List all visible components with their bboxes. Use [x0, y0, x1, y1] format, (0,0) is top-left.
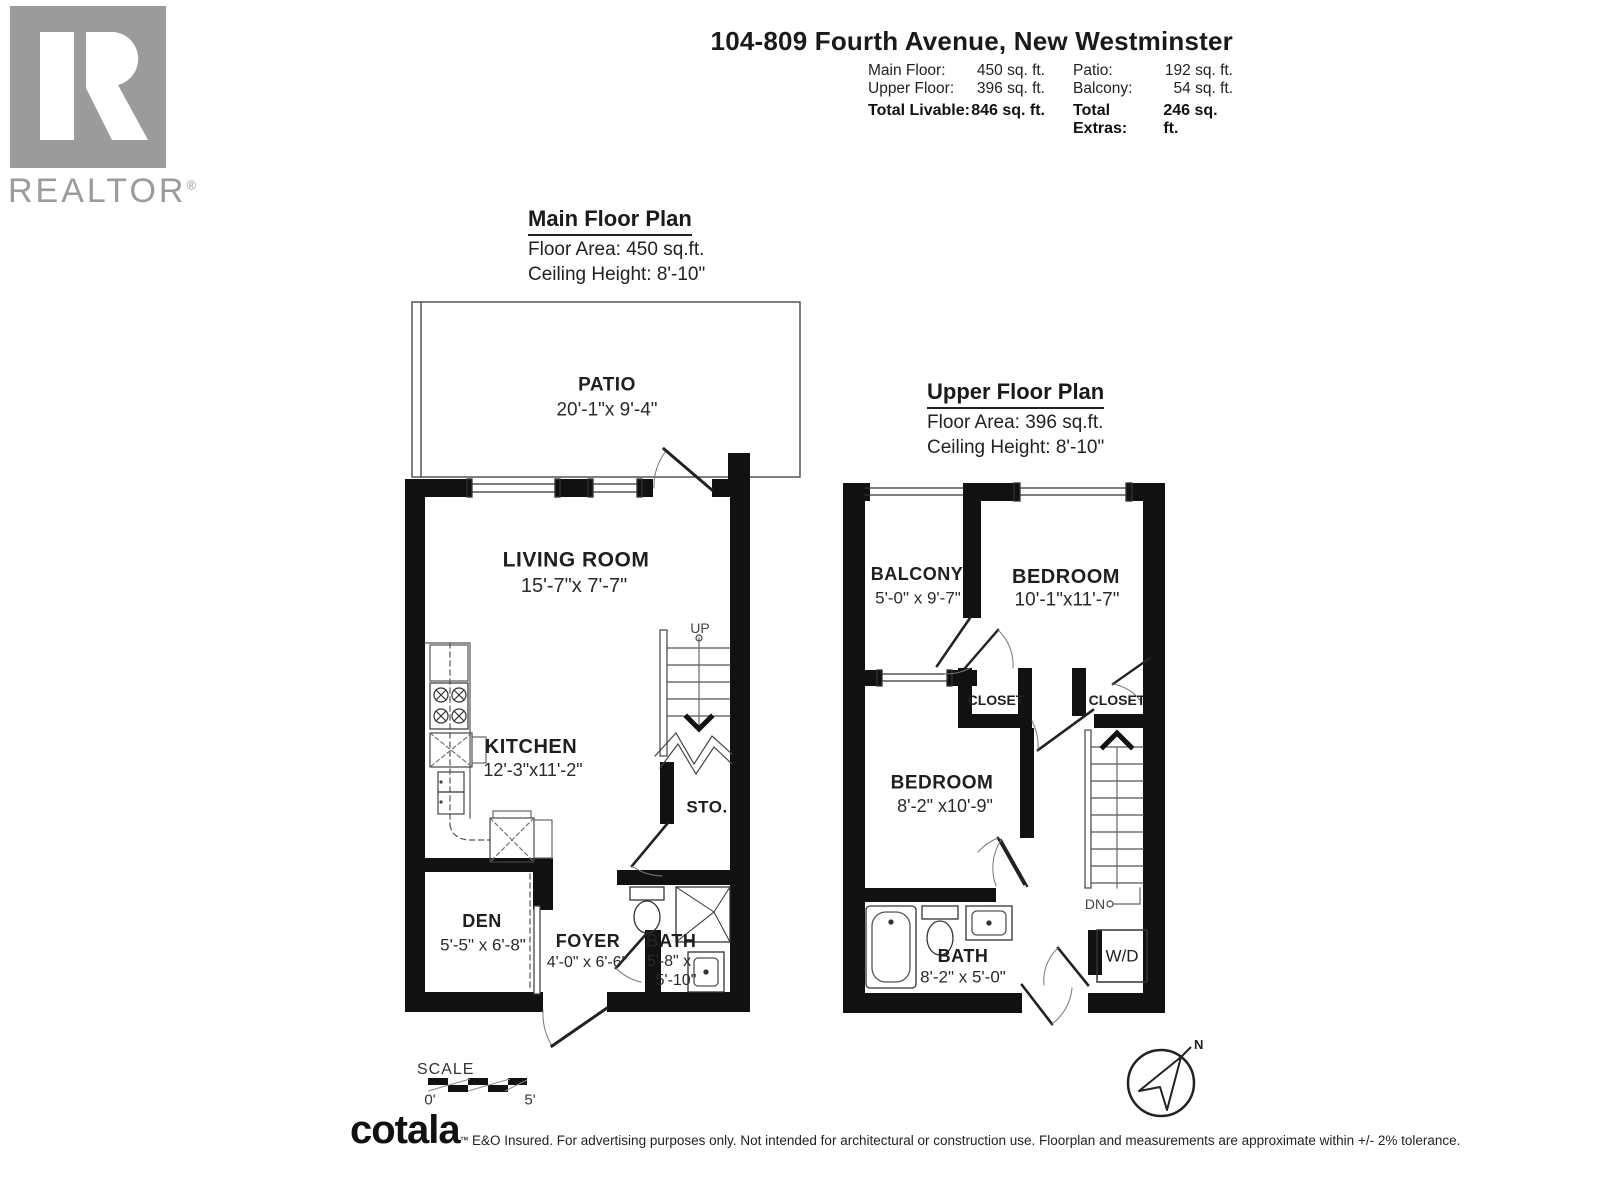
- registered-mark: ®: [186, 177, 200, 193]
- fridge-icon: [438, 772, 464, 814]
- room-dims-foyer: 4'-0" x 6'-6": [546, 954, 628, 971]
- sink-icon: [430, 733, 486, 767]
- stat-value: 846 sq. ft.: [971, 102, 1045, 119]
- room-dims-kitchen: 12'-3"x11'-2": [483, 760, 583, 780]
- door-balcony: [937, 618, 970, 674]
- room-label-closet1: CLOSET: [967, 692, 1025, 708]
- tub-icon: [866, 906, 916, 988]
- upper-floor-area: Floor Area: 396 sq.ft.: [927, 412, 1104, 433]
- island-icon: [490, 811, 552, 862]
- scale-five-label: 5': [524, 1091, 536, 1109]
- stat-total-livable: [868, 102, 1045, 120]
- room-label-closet2: CLOSET: [1088, 692, 1146, 708]
- room-label-storage: STO.: [686, 797, 728, 817]
- room-label-foyer: FOYER: [555, 931, 621, 951]
- door-storage: [632, 824, 667, 876]
- room-label-patio: PATIO: [578, 374, 636, 396]
- north-label: N: [1194, 1037, 1204, 1052]
- washer-dryer-label: W/D: [1105, 946, 1139, 966]
- room-dims-bedroom2: 8'-2" x10'-9": [897, 796, 993, 816]
- stat-main-floor: [868, 62, 1045, 80]
- footer-disclaimer: E&O Insured. For advertising purposes only. Not intended for architectural or construction use. Floorplan and measurements are approximate within +/- 2% tolerance.: [472, 1133, 1461, 1148]
- property-address-title: 104-809 Fourth Avenue, New Westminster: [710, 26, 1233, 56]
- room-label-bedroom1: BEDROOM: [1012, 566, 1120, 588]
- window: [467, 479, 642, 497]
- door-bedroom2: [978, 838, 1024, 884]
- room-label-bath-upper: BATH: [937, 946, 989, 966]
- room-label-kitchen: KITCHEN: [484, 736, 578, 758]
- stat-label: Balcony:: [1073, 80, 1133, 97]
- room-label-balcony: BALCONY: [870, 564, 964, 584]
- room-label-living: LIVING ROOM: [502, 548, 650, 572]
- stat-patio: [1073, 62, 1233, 80]
- upper-floor-title-block: [927, 379, 1104, 459]
- stairs-down-label: DN: [1084, 896, 1106, 912]
- door-closet1: [965, 630, 1013, 668]
- stairs-icon: [655, 630, 732, 774]
- stat-label: Main Floor:: [868, 62, 946, 79]
- stat-value: 396 sq. ft.: [976, 80, 1045, 97]
- realtor-logo-text: REALTOR®: [8, 172, 200, 210]
- room-dims-den: 5'-5" x 6'-8": [440, 935, 526, 955]
- compass-icon: [1128, 1047, 1194, 1116]
- room-label-den: DEN: [462, 911, 502, 931]
- main-floor-ceiling: Ceiling Height: 8'-10": [528, 264, 706, 285]
- trademark-mark: ™: [459, 1135, 468, 1145]
- door-bath-upper: [993, 840, 1027, 886]
- room-dims-bath-main-2: 5'-10": [655, 972, 697, 989]
- stat-label: Total Livable:: [868, 102, 970, 119]
- bath-sink-icon: [966, 906, 1012, 940]
- stat-label: Upper Floor:: [868, 80, 955, 97]
- room-dims-patio: 20'-1"x 9'-4": [556, 399, 658, 421]
- room-dims-bedroom1: 10'-1"x11'-7": [1014, 589, 1120, 611]
- room-dims-bath-upper: 8'-2" x 5'-0": [920, 967, 1006, 987]
- main-floor-title: Main Floor Plan: [528, 206, 692, 236]
- stairs-icon: [1085, 730, 1143, 907]
- kitchen-counter: [425, 643, 490, 840]
- stat-label: Total Extras:: [1073, 102, 1128, 137]
- scale-zero-label: 0': [424, 1091, 436, 1109]
- scale-label: SCALE: [417, 1061, 475, 1078]
- stove-icon: [430, 683, 468, 729]
- upper-floor-ceiling: Ceiling Height: 8'-10": [927, 437, 1105, 458]
- door-hall: [1032, 710, 1093, 750]
- room-dims-balcony: 5'-0" x 9'-7": [875, 588, 961, 608]
- stat-total-extras: [1073, 102, 1233, 138]
- stat-value: 192 sq. ft.: [1164, 62, 1233, 79]
- upper-floor-title: Upper Floor Plan: [927, 379, 1104, 409]
- main-floor-title-block: [528, 206, 705, 286]
- door-entry-upper: [1022, 948, 1088, 1024]
- room-dims-bath-main-1: 5'-8" x: [646, 953, 692, 970]
- realtor-logo-icon: [10, 6, 166, 168]
- toilet-icon: [630, 887, 664, 933]
- room-label-bath-main: BATH: [645, 931, 697, 951]
- stairs-up-label: UP: [690, 620, 710, 636]
- stat-balcony: [1073, 80, 1233, 98]
- room-label-bedroom2: BEDROOM: [890, 772, 994, 794]
- door-entry: [543, 1008, 607, 1046]
- stat-value: 54 sq. ft.: [1173, 80, 1233, 97]
- stat-value: 450 sq. ft.: [976, 62, 1045, 79]
- scale-bar: [428, 1078, 527, 1092]
- room-dims-living: 15'-7"x 7'-7": [520, 575, 628, 597]
- stat-label: Patio:: [1073, 62, 1113, 79]
- stat-upper-floor: [868, 80, 1045, 98]
- main-floor-area: Floor Area: 450 sq.ft.: [528, 239, 705, 260]
- stat-value: 246 sq. ft.: [1163, 102, 1218, 137]
- door-patio: [654, 449, 712, 490]
- cotala-logo: cotala™: [350, 1108, 468, 1152]
